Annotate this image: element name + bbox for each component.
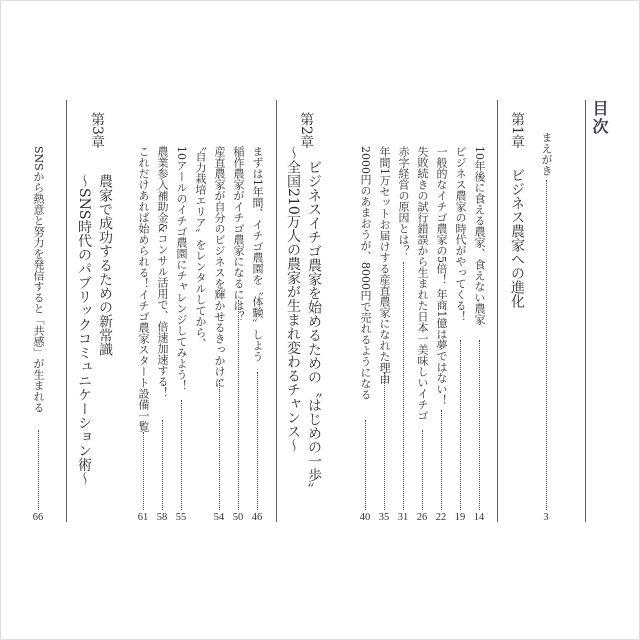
page-number: 50 <box>232 512 244 523</box>
page-number: 58 <box>156 512 168 523</box>
toc-entry[interactable]: まずは1年間、イチゴ農園を〝体験〟しよう <box>251 146 264 362</box>
toc-entry[interactable]: 農業参入補助金&コンサル活用で、倍速加速する！ <box>156 146 169 398</box>
toc-entry[interactable]: 赤字経営の原因とは？ <box>397 146 410 256</box>
leader-dots <box>441 410 442 510</box>
chapter-2-subtitle: ～全国210万人の農家が生まれ変わるチャンス～ <box>285 146 301 453</box>
toc-entry[interactable]: 一般的なイチゴ農家の5倍！ 年商1億は夢ではない！ <box>435 146 448 406</box>
toc-entry[interactable]: 2000円のあまおうが、8000円で売れるようになる <box>359 146 372 400</box>
toc-entry[interactable]: 10アールのイチゴ農園にチャレンジしてみよう！ <box>175 146 188 391</box>
leader-dots <box>422 430 423 510</box>
chapter-3-title[interactable]: 農家で成功するための新常識 <box>97 174 113 356</box>
page-number: 35 <box>378 512 390 523</box>
page-number: 55 <box>175 512 187 523</box>
toc-entry[interactable]: 産直農家が自分のビジネスを輝かせるきっかけに <box>213 146 226 388</box>
leader-dots <box>38 430 39 510</box>
page-number: 54 <box>213 512 225 523</box>
leader-dots <box>219 380 220 510</box>
page-number: 22 <box>435 512 447 523</box>
leader-dots <box>365 420 366 510</box>
toc-entry[interactable]: これだけあれば始められる！イチゴ農家スタート設備一覧 <box>137 146 150 432</box>
toc-entry[interactable]: 年間1万セットお届けする産直農家になれた理由 <box>378 146 391 384</box>
page-number: 61 <box>137 512 149 523</box>
leader-dots <box>546 180 547 510</box>
chapter-2-number: 第2章 <box>298 112 314 149</box>
chapter-3-number: 第3章 <box>89 112 105 149</box>
toc-entry[interactable]: SNSから熱意と努力を発信すると「共感」が生まれる <box>32 146 45 413</box>
page-number: 26 <box>416 512 428 523</box>
chapter-1-title[interactable]: ビジネス農家への進化 <box>509 168 525 308</box>
toc-title: 目次 <box>590 100 609 136</box>
page-number: 19 <box>454 512 466 523</box>
leader-dots <box>181 400 182 510</box>
toc-entry[interactable]: 〝自力栽培エリア〟をレンタルしてから、 <box>194 140 207 349</box>
toc-entry[interactable]: ビジネス農家の時代がやってくる！ <box>454 146 467 322</box>
page-number: 46 <box>251 512 263 523</box>
divider-ch2 <box>276 100 277 522</box>
leader-dots <box>403 262 404 510</box>
chapter-3-subtitle: ～SNS時代のパブリックコミュニケーション術～ <box>76 174 92 486</box>
toc-entry[interactable]: 10年後に食える農家、食えない農家 <box>473 146 486 325</box>
page-number: 3 <box>543 512 549 523</box>
divider-ch1 <box>497 100 498 522</box>
leader-dots <box>162 420 163 510</box>
leader-dots <box>143 432 144 510</box>
page-number: 66 <box>32 512 44 523</box>
toc-entry[interactable]: 稲作農家がイチゴ農家になるには？ <box>232 146 245 322</box>
leader-dots <box>460 340 461 510</box>
leader-dots <box>479 340 480 510</box>
divider-title <box>585 100 586 522</box>
page-number: 31 <box>397 512 409 523</box>
chapter-1-number: 第1章 <box>509 112 525 149</box>
page-number: 40 <box>359 512 371 523</box>
leader-dots <box>384 372 385 510</box>
divider-ch3 <box>66 100 67 522</box>
toc-entry[interactable]: 失敗続きの試行錯誤から生まれた日本一美味しいイチゴ <box>416 146 429 421</box>
chapter-2-title[interactable]: ビジネスイチゴ農家を始めるための〝はじめの一歩〟 <box>306 160 322 496</box>
leader-dots <box>257 372 258 510</box>
page-number: 14 <box>473 512 485 523</box>
leader-dots <box>238 300 239 510</box>
toc-entry-preface[interactable]: まえがき <box>540 132 553 176</box>
